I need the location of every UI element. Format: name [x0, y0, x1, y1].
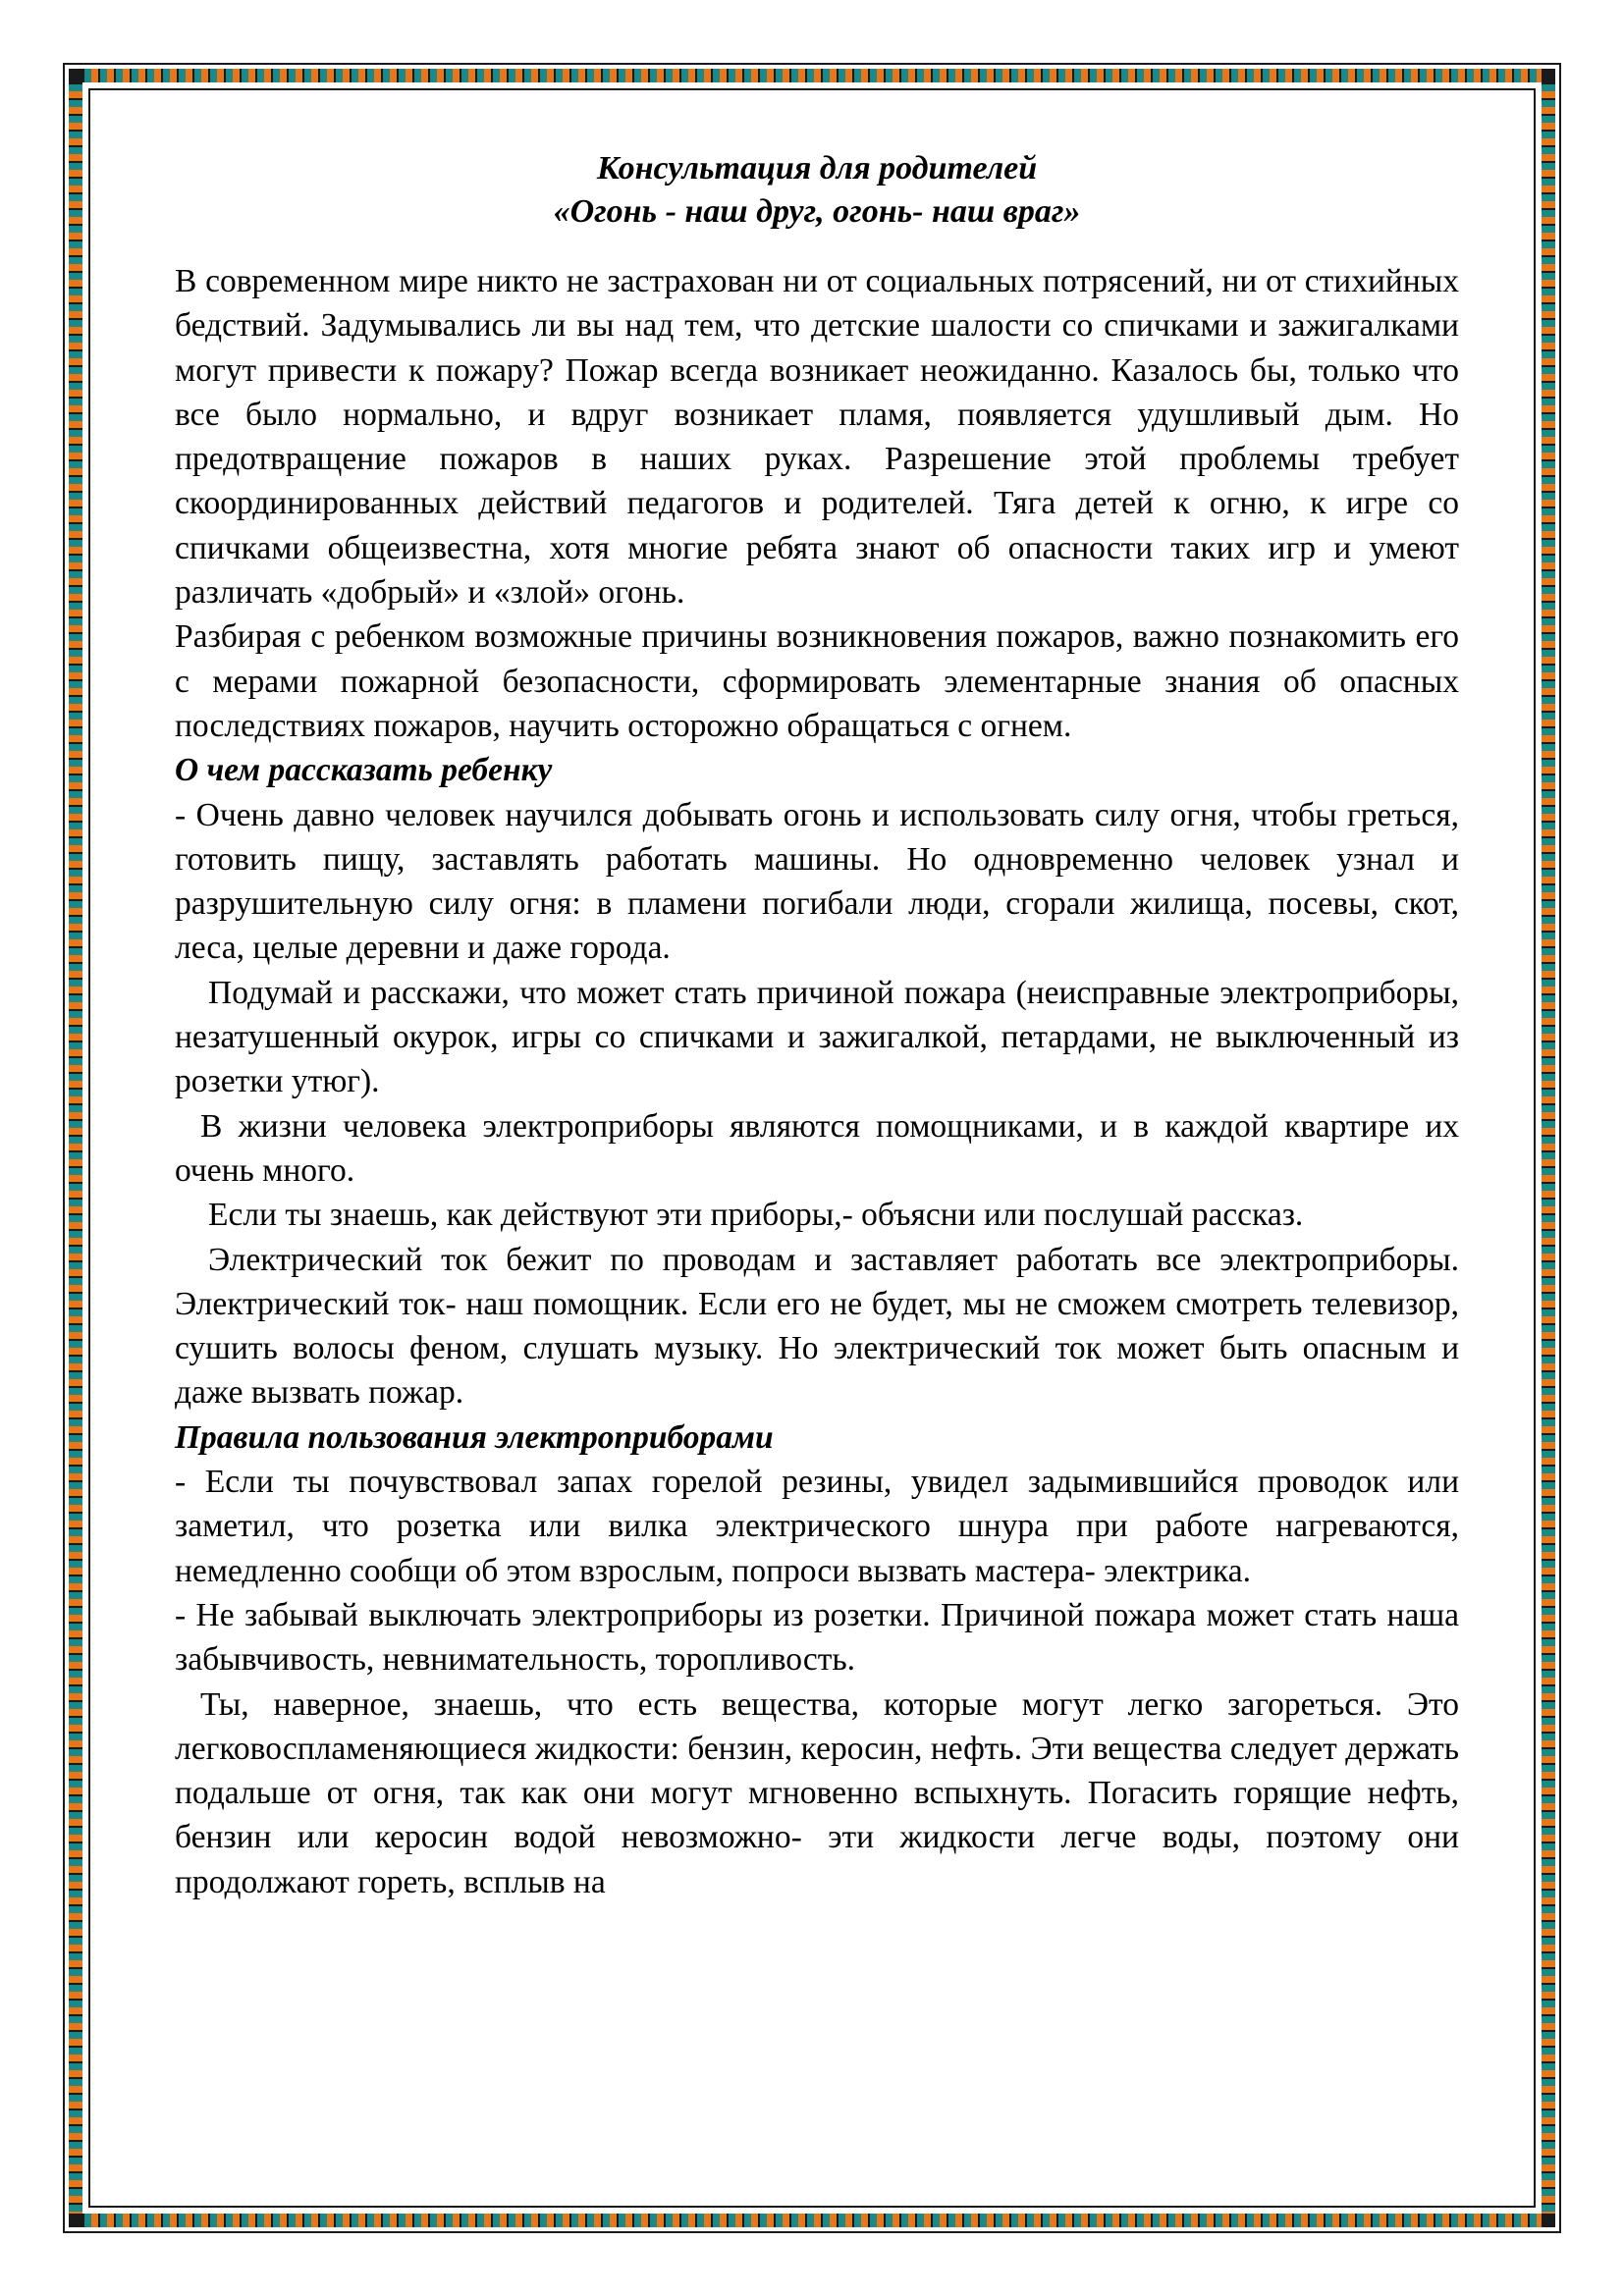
document-blocks	[175, 259, 1459, 1904]
page-border-right-band	[1542, 69, 1555, 2227]
body-paragraph: Электрический ток бежит по проводам и заставляет работать все электроприборы. Электрический ток- наш помощник. Если его не будет, мы не сможем смотреть телевизор, сушить волосы феном, слушать музыку. Но электрический ток может быть опасным и даже вызвать пожар.	[175, 1241, 1459, 1412]
body-paragraph: Подумай и расскажи, что может стать причиной пожара (неисправные электроприборы, незатушенный окурок, игры со спичками и зажигалкой, петардами, не выключенный из розетки утюг).	[175, 974, 1459, 1100]
border-corner-top-left	[69, 69, 82, 82]
section-heading: О чем рассказать ребенку	[175, 752, 553, 789]
border-corner-top-right	[1542, 69, 1555, 82]
page-border-top-band	[69, 69, 1555, 82]
page-border-bottom-band	[69, 2214, 1555, 2227]
body-paragraph: В современном мире никто не застрахован ни от социальных потрясений, ни от стихийных бедствий. Задумывались ли вы над тем, что детские шалости со спичками и зажигалками могут привести к пожару? Пожар всегда возникает неожиданно. Казалось бы, только что все было нормально, и вдруг возникает пламя, появляется удушливый дым. Но предотвращение пожаров в наших руках. Разрешение этой проблемы требует скоординированных действий педагогов и родителей. Тяга детей к огню, к игре со спичками общеизвестна, хотя многие ребята знают об опасности таких игр и умеют различать «добрый» и «злой» огонь.	[175, 263, 1459, 612]
body-paragraph: Разбирая с ребенком возможные причины возникновения пожаров, важно познакомить его с мерами пожарной безопасности, сформировать элементарные знания об опасных последствиях пожаров, научить осторожно обращаться с огнем.	[175, 618, 1459, 744]
title-block	[175, 147, 1459, 234]
document-title: Консультация для родителей	[596, 150, 1038, 187]
page-border-left-band	[69, 69, 82, 2227]
border-corner-bottom-left	[69, 2214, 82, 2227]
document-body	[175, 147, 1459, 1904]
body-paragraph: - Не забывай выключать электроприборы из розетки. Причиной пожара может стать наша забывчивость, невнимательность, торопливость.	[175, 1596, 1459, 1679]
body-paragraph: Если ты знаешь, как действуют эти приборы,- объясни или послушай рассказ.	[208, 1197, 1304, 1234]
body-paragraph: В жизни человека электроприборы являются помощниками, и в каждой квартире их очень много.	[175, 1107, 1459, 1189]
border-corner-bottom-right	[1542, 2214, 1555, 2227]
section-heading: Правила пользования электроприборами	[175, 1418, 774, 1456]
body-paragraph: - Очень давно человек научился добывать огонь и использовать силу огня, чтобы греться, готовить пищу, заставлять работать машины. Но одновременно человек узнал и разрушительную силу огня: в пламени погибали люди, сгорали жилища, посевы, скот, леса, целые деревни и даже города.	[175, 796, 1459, 967]
document-subtitle: «Огонь - наш друг, огонь- наш враг»	[553, 193, 1081, 230]
body-paragraph: Ты, наверное, знаешь, что есть вещества, которые могут легко загореться. Это легковоспламеняющиеся жидкости: бензин, керосин, нефть. Эти вещества следует держать подальше от огня, так как они могут мгновенно вспыхнуть. Погасить горящие нефть, бензин или керосин водой невозможно- эти жидкости легче воды, поэтому они продолжают гореть, всплыв на	[175, 1685, 1459, 1900]
body-paragraph: - Если ты почувствовал запах горелой резины, увидел задымившийся проводок или заметил, что розетка или вилка электрического шнура при работе нагреваются, немедленно сообщи об этом взрослым, попроси вызвать мастера- электрика.	[175, 1464, 1459, 1589]
